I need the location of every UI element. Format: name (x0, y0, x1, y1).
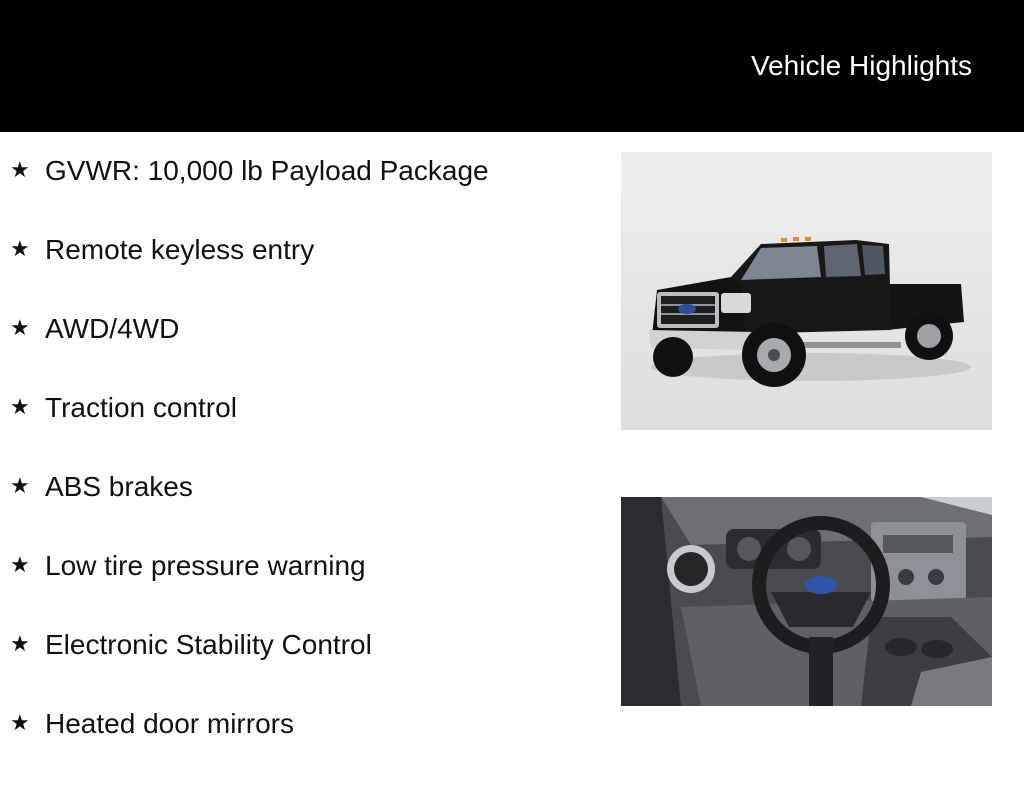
star-icon: ★ (10, 237, 30, 262)
feature-item (10, 470, 600, 549)
feature-label: AWD/4WD (45, 313, 180, 344)
star-icon: ★ (10, 395, 30, 420)
feature-item (10, 312, 600, 391)
star-icon: ★ (10, 553, 30, 578)
feature-list (10, 154, 600, 786)
feature-label: Traction control (45, 392, 237, 423)
star-icon: ★ (10, 316, 30, 341)
feature-label: Heated door mirrors (45, 708, 294, 739)
star-icon: ★ (10, 158, 30, 183)
feature-item (10, 154, 600, 233)
feature-label: Electronic Stability Control (45, 629, 372, 660)
feature-item (10, 628, 600, 707)
star-icon: ★ (10, 711, 30, 736)
feature-label: GVWR: 10,000 lb Payload Package (45, 155, 489, 186)
page-title: Vehicle Highlights (750, 50, 972, 81)
header-bar (0, 0, 1024, 132)
star-icon: ★ (10, 632, 30, 657)
feature-label: ABS brakes (45, 471, 193, 502)
feature-item (10, 391, 600, 470)
feature-item (10, 707, 600, 786)
feature-item (10, 549, 600, 628)
feature-label: Low tire pressure warning (45, 550, 366, 581)
feature-label: Remote keyless entry (45, 234, 315, 265)
feature-item (10, 233, 600, 312)
truck-exterior-photo (621, 152, 992, 430)
truck-interior-photo (621, 497, 992, 706)
star-icon: ★ (10, 474, 30, 499)
